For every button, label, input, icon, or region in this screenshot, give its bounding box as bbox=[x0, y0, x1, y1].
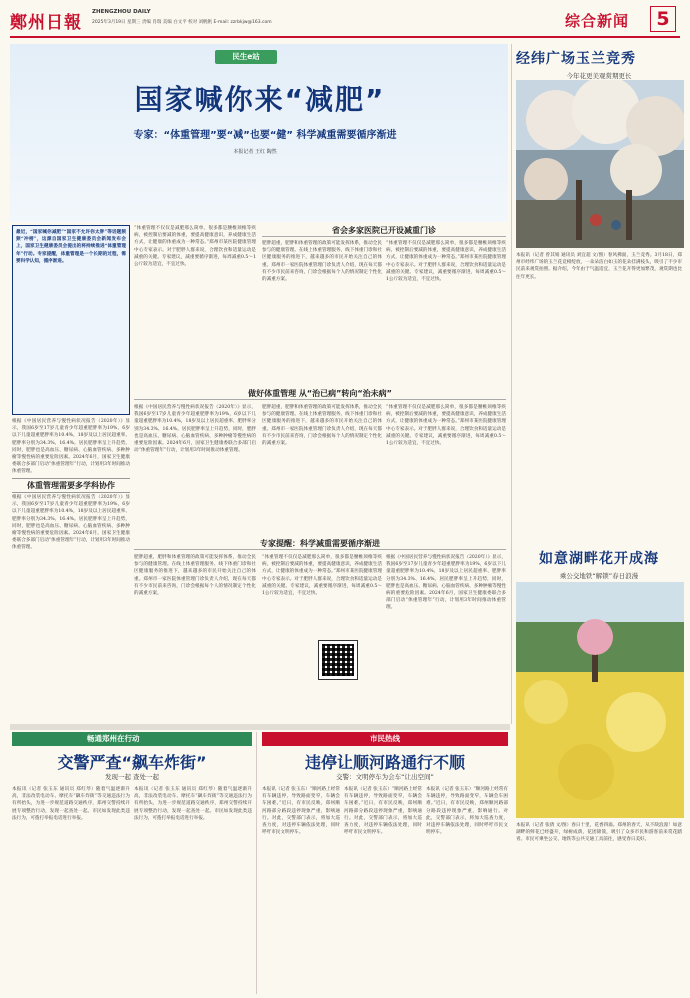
col3-text-3: “体重管理不仅仅是减肥那么简单，很多都是腰椎颈椎等疾病，被控制后要减的体重，要提高健康意识，养成健康生活方式，让健康的体重成为一种常态。”郑州市某医院健康管理中心专家表示。对于肥胖人群来说，合理饮食和适量运动是减重的关键。专家建议，减重要循序渐进，每周减重0.5～1公斤较为适宜，不宜过快。 bbox=[262, 555, 382, 597]
right-mid-body: 本报讯（记者 张倩 文/图）春日十里，花香四溢。郑州的春天，从不缺浪漫！如意湖畔的鲜花已经盛开，绿树成荫，花团锦簇，吸引了众多市民和游客前来赏花踏青。市民可乘坐公交、地铁等公共交通工具前往，感受春日美好。 bbox=[516, 823, 682, 843]
bottom-left-subheadline: 发现一起 查处一起 bbox=[104, 773, 160, 781]
bottom-right-body-2: 本报讯（记者 张玉东）“顺河路上经常有车辆违停，导致路面变窄，车辆会车困难。”近日，有市民反映，郑州顺河路部分路段违停现象严重，影响通行。对此，交警部门表示，将加大巡查力度，对违停车辆依法处理，同时呼吁市民文明停车。 bbox=[344, 787, 422, 836]
flower-lake-photo bbox=[516, 582, 684, 818]
main-story-header bbox=[10, 44, 508, 222]
col3-text-2: 肥胖超重，肥胖和体重管理的政策可能发挥体系，推动全民参与的健康管理。在线上体重管理服务、线下体重门诊和社区健康服务的推进下，越来越多的市民开始关注自己的体重。郑州市一家医院体重管理门诊负责人介绍，现在每天都有不少市民前来咨询，门诊会根据每个人的情况制定个性化的减重方案。 bbox=[262, 405, 382, 447]
right-mid-subheadline: 乘公交地铁“解锁”春日浪漫 bbox=[559, 572, 639, 580]
subhead-s2-block bbox=[12, 478, 130, 493]
subhead-s4: 专家提醒：科学减重需要循序渐进 bbox=[134, 538, 506, 549]
masthead-rule bbox=[10, 36, 680, 38]
col2-text-2: 根据《中国居民营养与慢性病状况报告（2020年）》显示，我国6岁至17岁儿童青少年超重肥胖率为19%，6岁以下儿童超重肥胖率为10.4%，18岁及以上居民超重率、肥胖率分别为34.3%、16.4%。居民肥胖率呈上升趋势，同时，肥胖也是高血压、糖尿病、心脑血管疾病、多种肿瘤等慢性病的重要危险因素。2024年6月，国家卫生健康委联合多部门启动“体重管理年”行动，计划用3年时间推动体重管理。 bbox=[134, 405, 256, 454]
right-top-body: 本报讯（记者 曾其娟 通讯员 刘宜超 文/图）春风拂面，玉兰竞秀。3月18日，郑州市经纬广场的玉兰花竞相绽放，一朵朵洁白如玉的花朵挂满枝头，吸引了不少市民前来观赏拍照。据介绍，今年由于气温适宜，玉兰花开得更加繁茂，观赏期也比往年更长。 bbox=[516, 253, 682, 280]
col4-text-3: 根据《中国居民营养与慢性病状况报告（2020年）》显示，我国6岁至17岁儿童青少年超重肥胖率为19%，6岁以下儿童超重肥胖率为10.4%，18岁及以上居民超重率、肥胖率分别为34.3%、16.4%。居民肥胖率呈上升趋势，同时，肥胖也是高血压、糖尿病、心脑血管疾病、多种肿瘤等慢性病的重要危险因素。2024年6月，国家卫生健康委联合多部门启动“体重管理年”行动，计划用3年时间推动体重管理。 bbox=[386, 555, 506, 611]
section-name: 综合新闻 bbox=[565, 12, 630, 30]
masthead bbox=[10, 6, 680, 44]
subhead-s4-block bbox=[134, 538, 506, 550]
bottom-left-tag-bar bbox=[12, 732, 252, 746]
bottom-right-body-3: 本报讯（记者 张玉东）“顺河路上经常有车辆违停，导致路面变窄，车辆会车困难。”近日，有市民反映，郑州顺河路部分路段违停现象严重，影响通行。对此，交警部门表示，将加大巡查力度，对违停车辆依法处理，同时呼吁市民文明停车。 bbox=[426, 787, 508, 836]
subhead-s1: 省会多家医院已开设减重门诊 bbox=[262, 225, 506, 236]
bottom-right-tag-bar bbox=[262, 732, 508, 746]
lead-box bbox=[12, 225, 130, 415]
qr-pattern-icon bbox=[322, 644, 354, 676]
subhead-s1-block bbox=[262, 225, 506, 237]
subhead-s2: 体重管理需要多学科协作 bbox=[12, 478, 130, 493]
bottom-right-body-1: 本报讯（记者 张玉东）“顺河路上经常有车辆违停，导致路面变窄，车辆会车困难。”近日，有市民反映，郑州顺河路部分路段违停现象严重，影响通行。对此，交警部门表示，将加大巡查力度，对违停车辆依法处理，同时呼吁市民文明停车。 bbox=[262, 787, 340, 836]
magnolia-photo bbox=[516, 80, 684, 248]
right-mid-story bbox=[516, 548, 682, 580]
magnolia-photo-image bbox=[516, 80, 684, 248]
right-top-headline: 经纬广场玉兰竞秀 bbox=[516, 51, 636, 67]
main-story-tag: 民生e站 bbox=[215, 50, 277, 64]
subhead-s3-block bbox=[134, 388, 506, 400]
col2-text-3: 肥胖超重，肥胖和体重管理的政策可能发挥体系，推动全民参与的健康管理。在线上体重管理服务、线下体重门诊和社区健康服务的推进下，越来越多的市民开始关注自己的体重。郑州市一家医院体重管理门诊负责人介绍，现在每天都有不少市民前来咨询，门诊会根据每个人的情况制定个性化的减重方案。 bbox=[134, 555, 256, 597]
bottom-right-tag: 市民热线 bbox=[370, 734, 400, 743]
masthead-logo: 鄭州日報 bbox=[10, 13, 82, 33]
col4-text: “体重管理不仅仅是减肥那么简单，很多都是腰椎颈椎等疾病，被控制后要减的体重，要提高健康意识，养成健康生活方式，让健康的体重成为一种常态。”郑州市某医院健康管理中心专家表示。对于肥胖人群来说，合理饮食和适量运动是减重的关键。专家建议，减重要循序渐进，每周减重0.5～1公斤较为适宜，不宜过快。 bbox=[386, 241, 506, 283]
col2-text: “体重管理不仅仅是减肥那么简单，很多都是腰椎颈椎等疾病，被控制后要减的体重，要提高健康意识，养成健康生活方式，让健康的体重成为一种常态。”郑州市某医院健康管理中心专家表示。对于肥胖人群来说，合理饮食和适量运动是减重的关键。专家建议，减重要循序渐进，每周减重0.5～1公斤较为适宜，不宜过快。 bbox=[134, 226, 256, 268]
main-headline: 国家喊你来“减肥” bbox=[134, 83, 386, 116]
bottom-left-body-1: 本报讯（记者 张玉东 通讯员 郑红琴）随着气温逐渐升高，非法改装电动车、摩托车“飙车炸街”等交通违法行为有所抬头，为进一步规范道路交通秩序，郑州交警持续开展专项整治行动，发现一起查处一起。市民如发现此类违法行为，可拨打举报电话进行举报。 bbox=[12, 787, 130, 821]
col1-text: 根据《中国居民营养与慢性病状况报告（2020年）》显示，我国6岁至17岁儿童青少年超重肥胖率为19%，6岁以下儿童超重肥胖率为10.4%，18岁及以上居民超重率、肥胖率分别为34.3%、16.4%。居民肥胖率呈上升趋势，同时，肥胖也是高血压、糖尿病、心脑血管疾病、多种肿瘤等慢性病的重要危险因素。2024年6月，国家卫生健康委联合多部门启动“体重管理年”行动，计划用3年时间推动体重管理。 bbox=[12, 419, 130, 475]
bottom-right-subheadline: 交警：文明停车为会车“让出空间” bbox=[336, 773, 434, 781]
qr-code[interactable] bbox=[318, 640, 358, 680]
right-top-subheadline: 今年花更美观赏期更长 bbox=[566, 72, 632, 80]
lead-text: 最近，“国家喊你减肥”“国家不允许你太胖”等话题频频“冲榜”，这源自国家卫生健康委员会新闻发布会上，国家卫生健康委员会提出的将持续推进“体重管理年”行动。专家提醒，体重管理是一个长期的过程，需要科学认知，循序渐进。 bbox=[16, 230, 126, 264]
bottom-left-headline: 交警严查“飙车炸街” bbox=[57, 753, 207, 772]
page-number: 5 bbox=[650, 6, 676, 32]
bottom-right-headline: 违停让顺河路通行不顺 bbox=[304, 753, 465, 772]
issue-line: 2025年3月19日 星期三 责编 肖瑞 美编 白文平 校对 刘帆帆 E-mail: zzrbkjw@163.com bbox=[92, 20, 272, 25]
col4-text-2: “体重管理不仅仅是减肥那么简单，很多都是腰椎颈椎等疾病，被控制后要减的体重，要提高健康意识，养成健康生活方式，让健康的体重成为一种常态。”郑州市某医院健康管理中心专家表示。对于肥胖人群来说，合理饮食和适量运动是减重的关键。专家建议，减重要循序渐进，每周减重0.5～1公斤较为适宜，不宜过快。 bbox=[386, 405, 506, 447]
col1-text-2: 根据《中国居民营养与慢性病状况报告（2020年）》显示，我国6岁至17岁儿童青少年超重肥胖率为19%，6岁以下儿童超重肥胖率为10.4%，18岁及以上居民超重率、肥胖率分别为34.3%、16.4%。居民肥胖率呈上升趋势，同时，肥胖也是高血压、糖尿病、心脑血管疾病、多种肿瘤等慢性病的重要危险因素。2024年6月，国家卫生健康委联合多部门启动“体重管理年”行动，计划用3年时间推动体重管理。 bbox=[12, 495, 130, 551]
flower-lake-photo-image bbox=[516, 582, 684, 818]
right-top-story bbox=[516, 48, 682, 80]
right-mid-headline: 如意湖畔花开成海 bbox=[539, 551, 659, 567]
bottom-left-body-2: 本报讯（记者 张玉东 通讯员 郑红琴）随着气温逐渐升高，非法改装电动车、摩托车“飙车炸街”等交通违法行为有所抬头，为进一步规范道路交通秩序，郑州交警持续开展专项整治行动，发现一起查处一起。市民如发现此类违法行为，可拨打举报电话进行举报。 bbox=[134, 787, 252, 821]
subhead-s3: 做好体重管理 从“治已病”转向“治未病” bbox=[134, 388, 506, 399]
bottom-left-tag: 畅通郑州在行动 bbox=[87, 734, 140, 743]
main-byline: 本报记者 王红 陶然 bbox=[233, 149, 277, 155]
main-subheadline: 专家：“体重管理”要“减”也要“健” 科学减重需要循序渐进 bbox=[133, 130, 397, 141]
col3-text: 肥胖超重，肥胖和体重管理的政策可能发挥体系，推动全民参与的健康管理。在线上体重管理服务、线下体重门诊和社区健康服务的推进下，越来越多的市民开始关注自己的体重。郑州市一家医院体重管理门诊负责人介绍，现在每天都有不少市民前来咨询，门诊会根据每个人的情况制定个性化的减重方案。 bbox=[262, 241, 382, 283]
masthead-pinyin: ZHENGZHOU DAILY bbox=[92, 9, 151, 15]
